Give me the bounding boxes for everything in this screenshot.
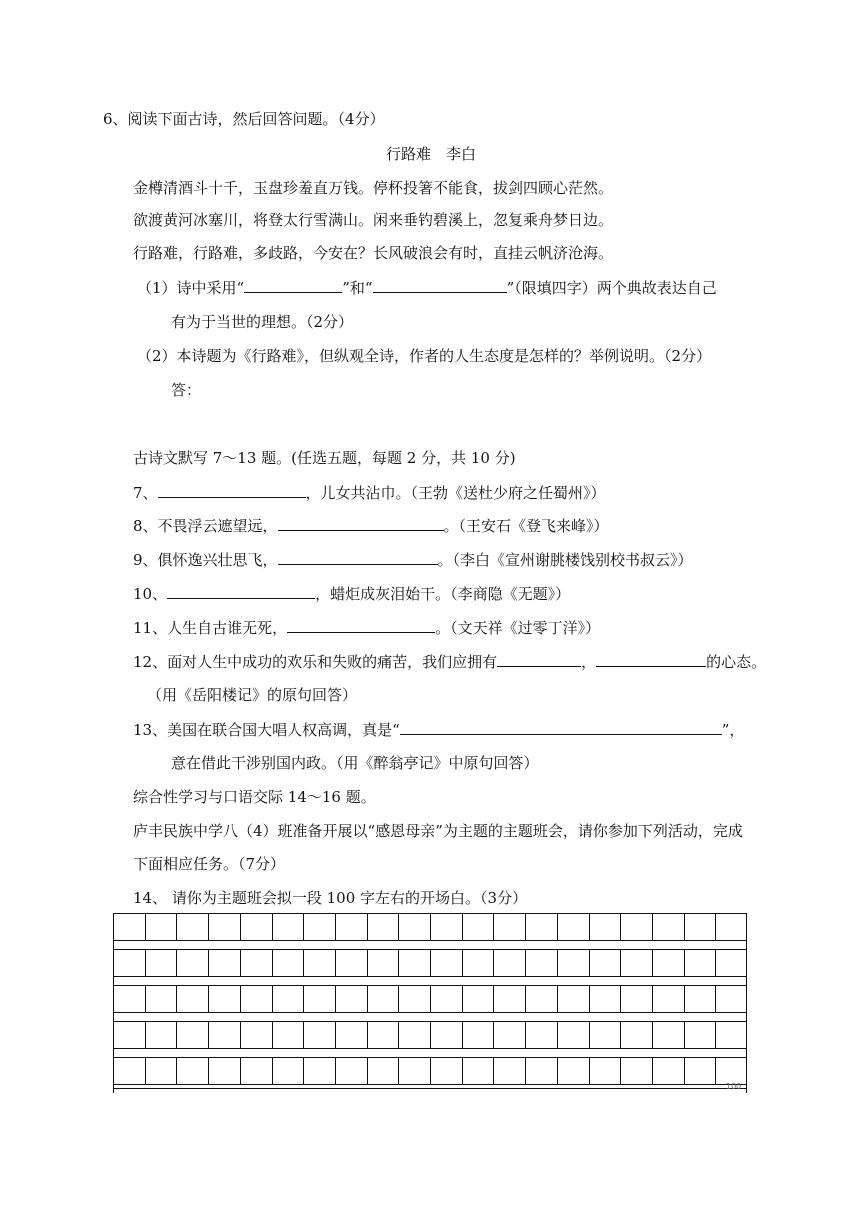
grid-cell[interactable]: [525, 914, 557, 940]
recitation-heading: 古诗文默写 7～13 题。(任选五题，每题 2 分，共 10 分): [133, 449, 516, 467]
sub-question-1: [137, 276, 717, 299]
question-12: [133, 650, 766, 673]
grid-cell[interactable]: [620, 950, 652, 976]
question-10: [133, 582, 570, 605]
grid-cell[interactable]: [715, 950, 747, 976]
grid-cell[interactable]: [430, 950, 462, 976]
grid-cell[interactable]: [335, 986, 367, 1012]
q11-text: 11、人生自古谁无死，: [133, 619, 288, 637]
grid-cell[interactable]: [335, 1058, 367, 1084]
poem-line-3: 行路难，行路难，多歧路，今安在？长风破浪会有时，直挂云帆济沧海。: [133, 244, 614, 262]
writing-grid[interactable]: [113, 913, 747, 1089]
answer-label: 答：: [171, 381, 202, 399]
grid-cell[interactable]: [525, 1058, 557, 1084]
q13-end: ”，: [721, 721, 745, 739]
question-6-heading: 6、阅读下面古诗，然后回答问题。（4分）: [103, 110, 385, 128]
grid-row-gap: [113, 1013, 747, 1021]
grid-cell[interactable]: [493, 950, 525, 976]
q10-number: 10、: [133, 585, 168, 603]
grid-row-gap: [113, 1085, 747, 1093]
grid-cell[interactable]: [557, 950, 589, 976]
grid-cell[interactable]: [113, 950, 145, 976]
grid-cell[interactable]: [589, 986, 621, 1012]
grid-row: [113, 913, 747, 941]
grid-cell[interactable]: [272, 950, 304, 976]
activity-intro-line-2: 下面相应任务。（7分）: [133, 855, 286, 873]
grid-cell[interactable]: [367, 1058, 399, 1084]
grid-cell[interactable]: [430, 986, 462, 1012]
grid-cell[interactable]: [684, 1022, 716, 1048]
grid-cell[interactable]: [145, 914, 177, 940]
grid-row-gap: [113, 1049, 747, 1057]
q12-blank-1[interactable]: [497, 650, 581, 667]
q10-blank[interactable]: [167, 582, 315, 599]
grid-cell[interactable]: [145, 1022, 177, 1048]
grid-cell[interactable]: [589, 950, 621, 976]
grid-cell[interactable]: [652, 1058, 684, 1084]
q12-end: 的心态。: [706, 653, 767, 671]
q7-number: 7、: [133, 484, 158, 502]
sub-question-2: （2）本诗题为《行路难》，但纵观全诗，作者的人生态度是怎样的？举例说明。（2分）: [137, 347, 712, 365]
grid-cell[interactable]: [589, 1058, 621, 1084]
grid-cell[interactable]: [652, 1022, 684, 1048]
grid-cell[interactable]: [684, 986, 716, 1012]
grid-cell[interactable]: [303, 1058, 335, 1084]
q9-text: 9、俱怀逸兴壮思飞，: [133, 551, 278, 569]
q12-comma: ，: [581, 653, 597, 671]
q8-source: 。（王安石《登飞来峰》）: [443, 517, 609, 535]
sub1-and: ”和“: [342, 279, 373, 297]
grid-cell[interactable]: [430, 914, 462, 940]
grid-cell[interactable]: [462, 986, 494, 1012]
sub1-suffix: ”（限填四字）两个典故表达自己: [506, 279, 717, 297]
grid-cell[interactable]: [145, 986, 177, 1012]
q10-text: ，蜡炬成灰泪始干。（李商隐《无题》）: [315, 585, 571, 603]
grid-cell[interactable]: [240, 914, 272, 940]
grid-cell[interactable]: [208, 950, 240, 976]
grid-cell[interactable]: [303, 914, 335, 940]
poem-line-2: 欲渡黄河冰塞川，将登太行雪满山。闲来垂钓碧溪上，忽复乘舟梦日边。: [133, 211, 614, 229]
q9-source: 。（李白《宣州谢朓楼饯别校书叔云》）: [437, 551, 693, 569]
grid-cell[interactable]: [684, 1058, 716, 1084]
grid-cell[interactable]: [303, 950, 335, 976]
grid-word-counter: 100: [726, 1082, 742, 1091]
grid-cell[interactable]: [589, 1022, 621, 1048]
grid-cell[interactable]: [208, 1022, 240, 1048]
question-9: [133, 548, 693, 571]
grid-cell[interactable]: [113, 1058, 145, 1084]
grid-cell[interactable]: [176, 950, 208, 976]
poem-title: 行路难 李白: [386, 145, 477, 163]
grid-cell[interactable]: [145, 1058, 177, 1084]
question-12-note: （用《岳阳楼记》的原句回答）: [147, 686, 358, 704]
q11-blank[interactable]: [287, 616, 435, 633]
activity-intro-line-1: 庐丰民族中学八（4）班准备开展以“感恩母亲”为主题的主题班会，请你参加下列活动，完成: [133, 822, 743, 840]
grid-cell[interactable]: [272, 1022, 304, 1048]
q13-blank[interactable]: [400, 718, 722, 735]
grid-row-gap: [113, 977, 747, 985]
grid-cell[interactable]: [398, 1022, 430, 1048]
grid-cell[interactable]: [240, 1022, 272, 1048]
grid-row: [113, 1057, 747, 1085]
grid-cell[interactable]: [208, 914, 240, 940]
poem-line-1: 金樽清酒斗十千，玉盘珍羞直万钱。停杯投箸不能食，拔剑四顾心茫然。: [133, 179, 614, 197]
grid-cell[interactable]: [367, 914, 399, 940]
grid-cell[interactable]: [462, 950, 494, 976]
grid-cell[interactable]: [493, 1022, 525, 1048]
allusion-2-blank[interactable]: [373, 276, 507, 293]
grid-cell[interactable]: [335, 914, 367, 940]
grid-cell[interactable]: [493, 1058, 525, 1084]
grid-cell[interactable]: [525, 986, 557, 1012]
grid-cell[interactable]: [303, 986, 335, 1012]
grid-cell[interactable]: [398, 986, 430, 1012]
grid-cell[interactable]: [367, 1022, 399, 1048]
grid-cell[interactable]: [176, 1022, 208, 1048]
grid-cell[interactable]: [240, 1058, 272, 1084]
question-14: 14、 请你为主题班会拟一段 100 字左右的开场白。（3分）: [133, 889, 528, 907]
grid-cell[interactable]: [589, 914, 621, 940]
question-7: [133, 481, 606, 504]
grid-cell[interactable]: [303, 1022, 335, 1048]
grid-cell[interactable]: [557, 914, 589, 940]
grid-cell[interactable]: [652, 914, 684, 940]
grid-cell[interactable]: [272, 1058, 304, 1084]
q7-text: ，儿女共沾巾。（王勃《送杜少府之任蜀州》）: [305, 484, 606, 502]
grid-cell[interactable]: [240, 950, 272, 976]
allusion-1-blank[interactable]: [244, 276, 342, 293]
grid-cell[interactable]: [335, 950, 367, 976]
grid-cell[interactable]: [684, 914, 716, 940]
grid-cell[interactable]: [113, 1022, 145, 1048]
grid-cell[interactable]: [620, 1022, 652, 1048]
q12-blank-2[interactable]: [596, 650, 706, 667]
grid-cell[interactable]: [176, 914, 208, 940]
grid-cell[interactable]: [145, 950, 177, 976]
grid-cell[interactable]: [176, 986, 208, 1012]
sub-question-1-line-2: 有为于当世的理想。（2分）: [171, 313, 354, 331]
grid-cell[interactable]: [240, 986, 272, 1012]
grid-cell[interactable]: [684, 950, 716, 976]
grid-cell[interactable]: [620, 986, 652, 1012]
grid-cell[interactable]: [493, 914, 525, 940]
grid-cell[interactable]: [335, 1022, 367, 1048]
grid-cell[interactable]: [398, 1058, 430, 1084]
grid-cell[interactable]: [557, 986, 589, 1012]
grid-cell[interactable]: [557, 1058, 589, 1084]
grid-cell[interactable]: [525, 950, 557, 976]
grid-cell[interactable]: [367, 950, 399, 976]
q12-text: 12、面对人生中成功的欢乐和失败的痛苦，我们应拥有: [133, 653, 498, 671]
grid-cell[interactable]: [176, 1058, 208, 1084]
grid-cell[interactable]: [462, 1058, 494, 1084]
grid-cell[interactable]: [367, 986, 399, 1012]
grid-cell[interactable]: [715, 986, 747, 1012]
q9-blank[interactable]: [278, 548, 438, 565]
grid-cell[interactable]: [430, 1058, 462, 1084]
grid-cell[interactable]: [272, 986, 304, 1012]
grid-cell[interactable]: [208, 1058, 240, 1084]
question-13: [133, 718, 744, 741]
grid-row: [113, 985, 747, 1013]
grid-cell[interactable]: [208, 986, 240, 1012]
grid-cell[interactable]: [715, 1022, 747, 1048]
grid-cell[interactable]: [493, 986, 525, 1012]
comprehensive-heading: 综合性学习与口语交际 14～16 题。: [133, 788, 376, 806]
grid-cell[interactable]: [462, 1022, 494, 1048]
grid-row: [113, 1021, 747, 1049]
q8-blank[interactable]: [278, 514, 444, 531]
grid-cell[interactable]: [398, 950, 430, 976]
grid-cell[interactable]: [620, 1058, 652, 1084]
grid-cell[interactable]: [113, 914, 145, 940]
q8-text: 8、不畏浮云遮望远，: [133, 517, 278, 535]
question-13-note: 意在借此干涉别国内政。（用《醉翁亭记》中原句回答）: [171, 754, 539, 772]
grid-cell[interactable]: [525, 1022, 557, 1048]
grid-cell[interactable]: [652, 986, 684, 1012]
grid-cell[interactable]: [557, 1022, 589, 1048]
grid-cell[interactable]: [715, 914, 747, 940]
grid-cell[interactable]: [430, 1022, 462, 1048]
grid-cell[interactable]: [715, 1058, 747, 1084]
grid-row-gap: [113, 941, 747, 949]
sub1-prefix: （1）诗中采用“: [137, 279, 245, 297]
grid-cell[interactable]: [462, 914, 494, 940]
question-8: [133, 514, 609, 537]
q11-source: 。（文天祥《过零丁洋》）: [435, 619, 601, 637]
question-11: [133, 616, 600, 639]
grid-cell[interactable]: [113, 986, 145, 1012]
grid-row: [113, 949, 747, 977]
grid-cell[interactable]: [398, 914, 430, 940]
grid-cell[interactable]: [620, 914, 652, 940]
q13-text: 13、美国在联合国大唱人权高调，真是“: [133, 721, 400, 739]
q7-blank[interactable]: [158, 481, 306, 498]
grid-cell[interactable]: [652, 950, 684, 976]
grid-cell[interactable]: [272, 914, 304, 940]
